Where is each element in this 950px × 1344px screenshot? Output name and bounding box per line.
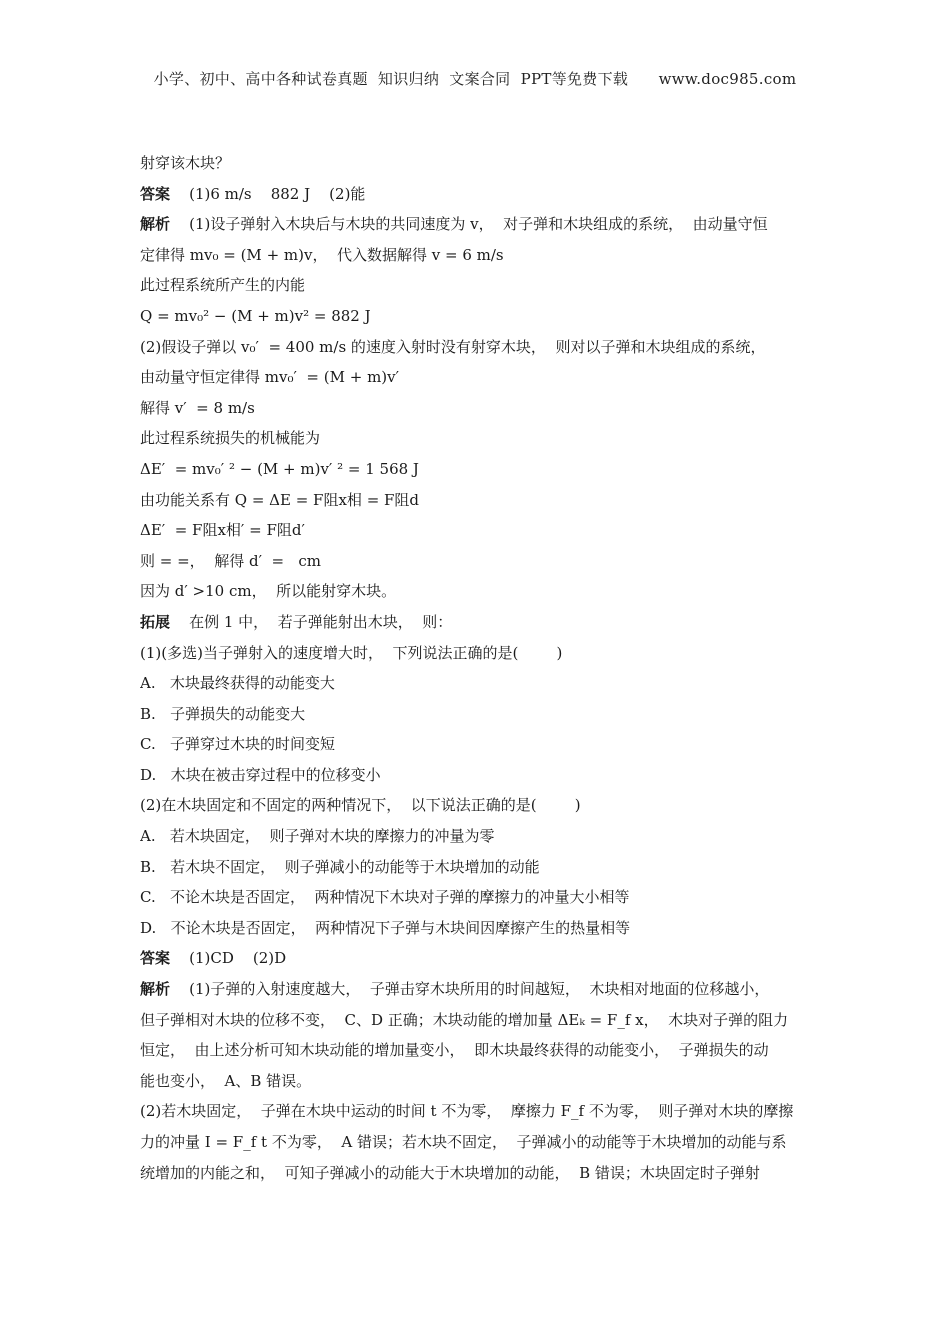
text-line <box>140 515 820 546</box>
text-line <box>140 270 820 301</box>
line-text: 定律得 mv₀ = (M + m)v， 代入数据解得 v = 6 m/s <box>140 245 504 264</box>
line-text: B. 子弹损失的动能变大 <box>140 704 306 723</box>
line-text: 在例 1 中， 若子弹能射出木块， 则： <box>170 612 453 631</box>
text-line <box>140 485 820 516</box>
line-text: (1)子弹的入射速度越大， 子弹击穿木块所用的时间越短， 木块相对地面的位移越小， <box>170 980 770 999</box>
line-text: Q = mv₀² − (M + m)v² = 882 J <box>140 306 371 325</box>
line-text: 射穿该木块？ <box>140 154 231 172</box>
section-label: 解析 <box>140 215 171 234</box>
line-text: 力的冲量 I = F_f t 不为零， A 错误；若木块不固定， 子弹减小的动能等于木块增加的动能与系 <box>140 1133 787 1151</box>
text-line <box>140 638 820 669</box>
section-label: 解析 <box>140 980 171 999</box>
line-text: C. 不论木块是否固定， 两种情况下木块对子弹的摩擦力的冲量大小相等 <box>140 888 630 907</box>
line-text: 统增加的内能之和， 可知子弹减小的动能大于木块增加的动能， B 错误；木块固定时子弹射 <box>140 1163 760 1182</box>
text-line <box>140 1066 820 1097</box>
text-line <box>140 943 820 974</box>
line-text: 解得 v′ = 8 m/s <box>140 398 255 417</box>
line-text: 则 = =， 解得 d′ = cm <box>140 551 322 570</box>
section-label: 答案 <box>140 184 171 203</box>
text-line <box>140 882 820 913</box>
text-line <box>140 454 820 485</box>
line-text: A. 木块最终获得的动能变大 <box>140 674 335 693</box>
text-line <box>140 974 820 1005</box>
line-text: (2)在木块固定和不固定的两种情况下， 以下说法正确的是( ) <box>140 796 581 815</box>
text-line <box>140 148 820 179</box>
line-text: (2)若木块固定， 子弹在木块中运动的时间 t 不为零， 摩擦力 F_f 不为零， 则子弹对木块的摩擦 <box>140 1102 794 1121</box>
line-text: ΔE′ = mv₀′ ² − (M + m)v′ ² = 1 568 J <box>140 459 419 478</box>
text-line <box>140 790 820 821</box>
line-text: (1)CD (2)D <box>170 949 287 968</box>
line-text: 此过程系统所产生的内能 <box>140 276 306 295</box>
text-line <box>140 301 820 332</box>
line-text: (2)假设子弹以 v₀′ = 400 m/s 的速度入射时没有射穿木块， 则对以子弹和木块组成的系统， <box>140 337 766 356</box>
text-line <box>140 1158 820 1189</box>
line-text: 因为 d′ >10 cm， 所以能射穿木块。 <box>140 582 397 601</box>
document-body <box>140 148 820 1188</box>
text-line <box>140 821 820 852</box>
line-text: 由动量守恒定律得 mv₀′ = (M + m)v′ <box>140 368 400 387</box>
text-line <box>140 1096 820 1127</box>
text-line <box>140 393 820 424</box>
line-text: A. 若木块固定， 则子弹对木块的摩擦力的冲量为零 <box>140 827 495 846</box>
line-text: (1)设子弹射入木块后与木块的共同速度为 v， 对子弹和木块组成的系统， 由动量守恒 <box>170 215 768 234</box>
text-line <box>140 1005 820 1036</box>
text-line <box>140 576 820 607</box>
text-line <box>140 332 820 363</box>
text-line <box>140 760 820 791</box>
text-line <box>140 913 820 944</box>
text-line <box>140 1035 820 1066</box>
text-line <box>140 1127 820 1158</box>
line-text: D. 木块在被击穿过程中的位移变小 <box>140 765 381 784</box>
text-line <box>140 423 820 454</box>
line-text: 此过程系统损失的机械能为 <box>140 429 321 448</box>
text-line <box>140 179 820 210</box>
text-line <box>140 240 820 271</box>
line-text: ΔE′ = F阻x相′ = F阻d′ <box>140 521 305 540</box>
section-label: 拓展 <box>140 612 171 631</box>
line-text: 但子弹相对木块的位移不变， C、D 正确；木块动能的增加量 ΔEₖ = F_f x， 木块对子弹的阻力 <box>140 1010 789 1029</box>
text-line <box>140 209 820 240</box>
text-line <box>140 362 820 393</box>
line-text: (1)6 m/s 882 J (2)能 <box>170 184 366 203</box>
line-text: B. 若木块不固定， 则子弹减小的动能等于木块增加的动能 <box>140 857 540 876</box>
line-text: 能也变小， A、B 错误。 <box>140 1071 312 1090</box>
section-label: 答案 <box>140 949 171 968</box>
text-line <box>140 729 820 760</box>
line-text: 由功能关系有 Q = ΔE = F阻x相 = F阻d <box>140 490 420 509</box>
page-header: 小学、初中、高中各种试卷真题 知识归纳 文案合同 PPT等免费下载 www.doc985.com <box>153 70 797 88</box>
text-line <box>140 546 820 577</box>
text-line <box>140 607 820 638</box>
line-text: C. 子弹穿过木块的时间变短 <box>140 735 336 754</box>
line-text: 恒定， 由上述分析可知木块动能的增加量变小， 即木块最终获得的动能变小， 子弹损失的动 <box>140 1041 769 1060</box>
text-line <box>140 699 820 730</box>
text-line <box>140 668 820 699</box>
text-line <box>140 852 820 883</box>
line-text: (1)(多选)当子弹射入的速度增大时， 下列说法正确的是( ) <box>140 643 563 662</box>
line-text: D. 不论木块是否固定， 两种情况下子弹与木块间因摩擦产生的热量相等 <box>140 918 631 937</box>
